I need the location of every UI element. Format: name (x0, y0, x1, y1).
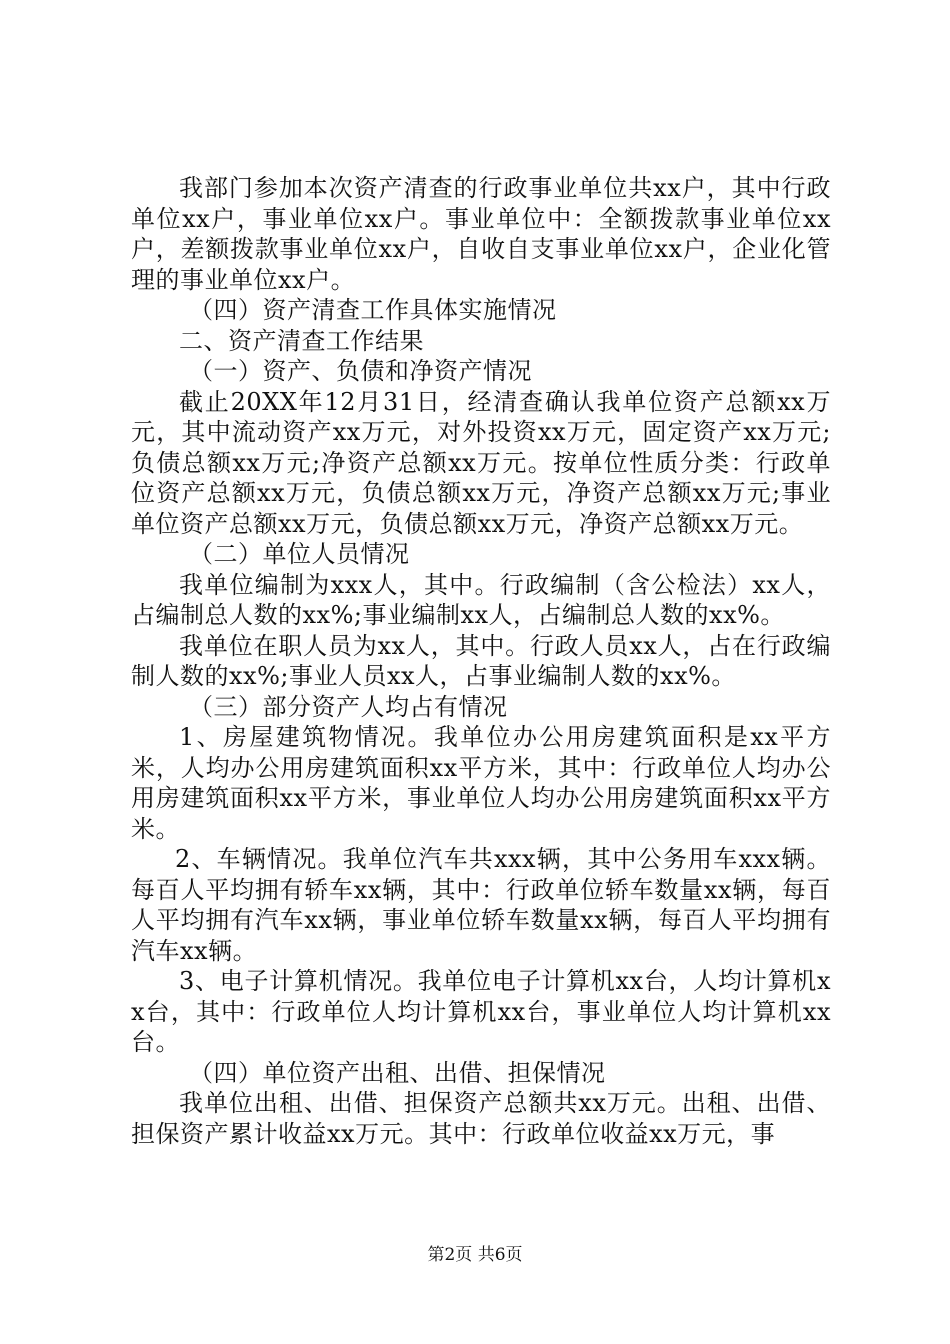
heading-assets-liabilities: （一）资产、负债和净资产情况 (189, 357, 532, 385)
paragraph-buildings: 1、房屋建筑物情况。我单位办公用房建筑面积是xx平方米，人均办公用房建筑面积xx平方米，其中：行政单位人均办公用房建筑面积xx平方米，事业单位人均办公用房建筑面积xx平方米。 (131, 723, 831, 843)
heading-lease-loan-guarantee: （四）单位资产出租、出借、担保情况 (189, 1058, 606, 1087)
page-number-footer: 第2页 共6页 (427, 1245, 523, 1265)
heading-personnel: （二）单位人员情况 (189, 540, 410, 568)
document-body (131, 173, 831, 1149)
heading-implementation: （四）资产清查工作具体实施情况 (189, 296, 557, 324)
paragraph-employees: 我单位在职人员为xx人，其中。行政人员xx人，占在行政编制人数的xx%;事业人员xx人，占事业编制人数的xx%。 (131, 631, 831, 690)
paragraph-computers: 3、电子计算机情况。我单位电子计算机xx台，人均计算机xx台，其中：行政单位人均计算机xx台，事业单位人均计算机xx台。 (131, 967, 831, 1056)
paragraph-vehicles: 2、车辆情况。我单位汽车共xxx辆，其中公务用车xxx辆。每百人平均拥有轿车xx辆，其中：行政单位轿车数量xx辆，每百人平均拥有汽车xx辆，事业单位轿车数量xx辆，每百人平均拥有汽车xx辆。 (131, 845, 831, 965)
paragraph-assets-liabilities: 截止20XX年12月31日，经清查确认我单位资产总额xx万元，其中流动资产xx万元，对外投资xx万元，固定资产xx万元;负债总额xx万元;净资产总额xx万元。按单位性质分类：行政单位资产总额xx万元，负债总额xx万元，净资产总额xx万元;事业单位资产总额xx万元，负债总额xx万元，净资产总额xx万元。 (131, 387, 831, 538)
heading-per-capita-assets: （三）部分资产人均占有情况 (189, 692, 508, 721)
heading-results: 二、资产清查工作结果 (179, 326, 424, 355)
paragraph-lease-loan-guarantee: 我单位出租、出借、担保资产总额共xx万元。出租、出借、担保资产累计收益xx万元。其中：行政单位收益xx万元，事 (131, 1089, 831, 1148)
paragraph-units-summary: 我部门参加本次资产清查的行政事业单位共xx户，其中行政单位xx户，事业单位xx户。事业单位中：全额拨款事业单位xx户，差额拨款事业单位xx户，自收自支事业单位xx户，企业化管理的事业单位xx户。 (131, 174, 831, 294)
paragraph-staffing: 我单位编制为xxx人，其中。行政编制（含公检法）xx人，占编制总人数的xx%;事业编制xx人，占编制总人数的xx%。 (131, 570, 831, 629)
